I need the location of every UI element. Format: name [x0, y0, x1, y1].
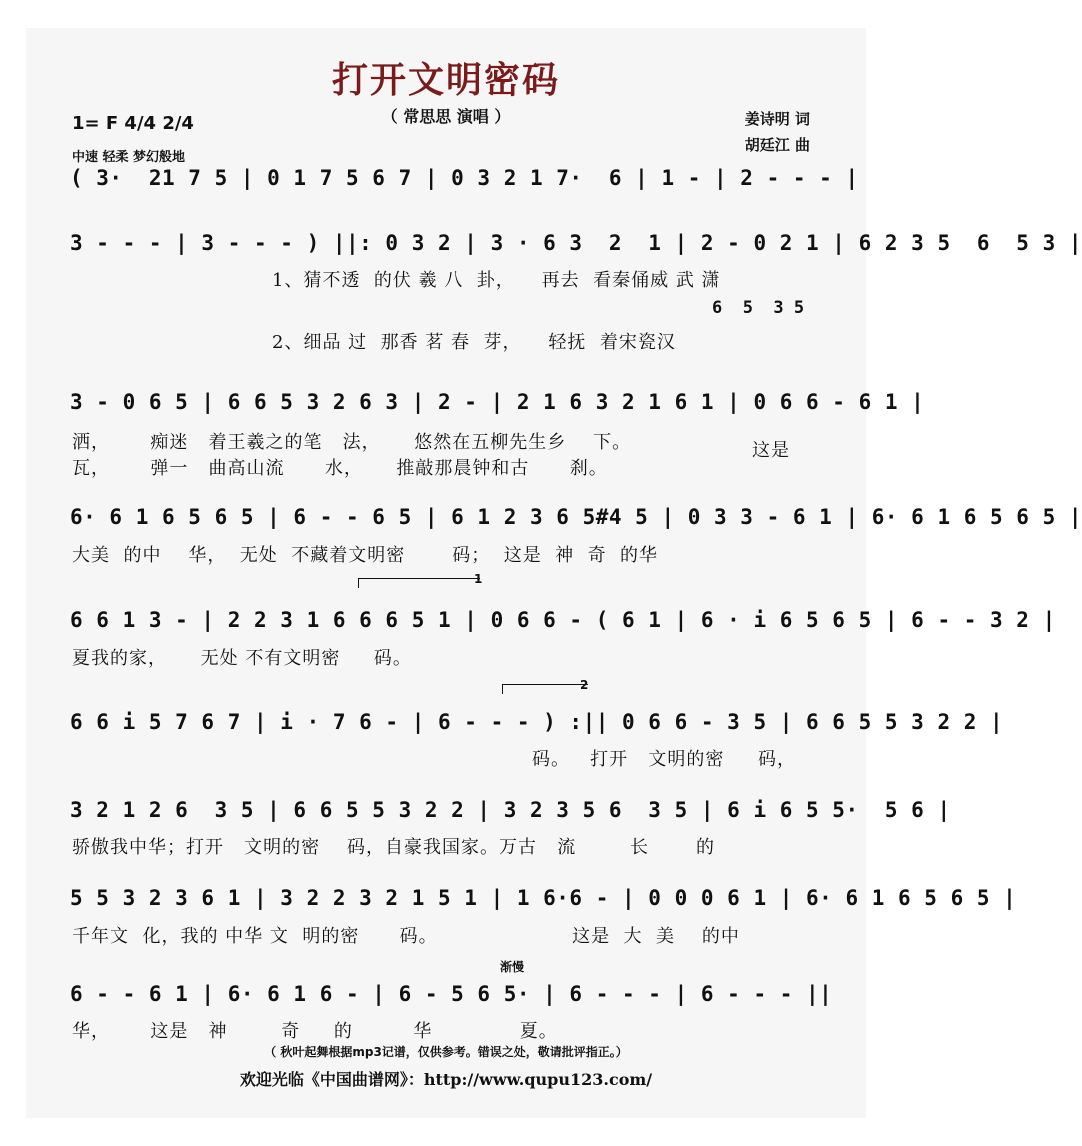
- lyric-row5: 夏我的家， 无处 不有文明密 码。: [72, 648, 412, 669]
- lyric-row4: 大美 的中 华， 无处 不藏着文明密 码； 这是 神 奇 的华: [72, 545, 659, 566]
- lyric-row9: 华， 这是 神 奇 的 华 夏。: [72, 1021, 558, 1042]
- notation-row-8: 5 5 3 2 3 6 1 | 3 2 2 3 2 1 5 1 | 1 6·6 - | 0 0 0 6 1 | 6· 6 1 6 5 6 5 |: [70, 886, 1017, 910]
- composer: 胡廷江 曲: [744, 136, 810, 154]
- volta-bracket-2-edge: [502, 684, 503, 694]
- alt-notes: 6 5 3 5: [712, 298, 805, 318]
- lyric-row6: 码。 打开 文明的密 码，: [532, 749, 796, 770]
- notation-row-5: 6 6 1 3 - | 2 2 3 1 6 6 6 5 1 | 0 6 6 - ( 6 1 | 6 · i 6 5 6 5 | 6 - - 3 2 |: [70, 608, 1056, 632]
- lyric-row7: 骄傲我中华；打开 文明的密 码，自豪我国家。万古 流 长 的: [72, 837, 716, 858]
- notation-row-3: 3 - 0 6 5 | 6 6 5 3 2 6 3 | 2 - | 2 1 6 3 2 1 6 1 | 0 6 6 - 6 1 |: [70, 390, 925, 414]
- singer-line: （ 常思思 演唱 ）: [381, 107, 511, 126]
- notation-row-1: ( 3· 21 7 5 | 0 1 7 5 6 7 | 0 3 2 1 7· 6 | 1 - | 2 - - - |: [70, 166, 859, 190]
- lyric-verse1-row2: 1、猜不透 的伏 羲 八 卦， 再去 看秦俑威 武 潇: [272, 270, 721, 291]
- volta-bracket-1: [358, 578, 480, 579]
- lyric-verse2-row2: 2、细品 过 那香 茗 春 芽， 轻抚 着宋瓷汉: [272, 332, 676, 353]
- key-signature: 1= F 4/4 2/4: [72, 113, 194, 134]
- score-sheet: [26, 28, 866, 1118]
- transcription-note: （ 秋叶起舞根据mp3记谱，仅供参考。错误之处，敬请批评指正。）: [264, 1045, 628, 1059]
- volta-bracket-2: [502, 684, 588, 685]
- notation-row-9: 6 - - 6 1 | 6· 6 1 6 - | 6 - 5 6 5· | 6 - - - | 6 - - - ||: [70, 982, 833, 1006]
- volta-1-label: 1: [474, 572, 483, 586]
- credits: [745, 106, 810, 158]
- lyric-verse1-row3: 洒， 痴迷 着王羲之的笔 法， 悠然在五柳先生乡 下。: [72, 432, 632, 453]
- song-title: 打开文明密码: [331, 60, 560, 101]
- tempo-marking: 中速 轻柔 梦幻般地: [72, 150, 186, 165]
- notation-row-4: 6· 6 1 6 5 6 5 | 6 - - 6 5 | 6 1 2 3 6 5#4 5 | 0 3 3 - 6 1 | 6· 6 1 6 5 6 5 |: [70, 505, 1082, 529]
- volta-bracket-1-edge: [358, 578, 359, 588]
- website-credit: 欢迎光临《中国曲谱网》：http://www.qupu123.com/: [239, 1070, 653, 1089]
- lyricist: 姜诗明 词: [744, 110, 810, 128]
- tempo-change: 渐慢: [500, 960, 525, 974]
- notation-row-2: 3 - - - | 3 - - - ) ||: 0 3 2 | 3 · 6 3 2 1 | 2 - 0 2 1 | 6 2 3 5 6 5 3 |: [70, 231, 1082, 255]
- lyric-verse2-row3: 瓦， 弹一 曲高山流 水， 推敲那晨钟和古 刹。: [72, 458, 608, 479]
- volta-2-label: 2: [580, 678, 589, 692]
- notation-row-6: 6 6 i 5 7 6 7 | i · 7 6 - | 6 - - - ) :|| 0 6 6 - 3 5 | 6 6 5 5 3 2 2 |: [70, 710, 1004, 734]
- lyric-chorus-start: 这是: [752, 440, 790, 461]
- notation-row-7: 3 2 1 2 6 3 5 | 6 6 5 5 3 2 2 | 3 2 3 5 6 3 5 | 6 i 6 5 5· 5 6 |: [70, 798, 951, 822]
- lyric-row8: 千年文 化，我的 中华 文 明的密 码。 这是 大 美 的中: [72, 926, 740, 947]
